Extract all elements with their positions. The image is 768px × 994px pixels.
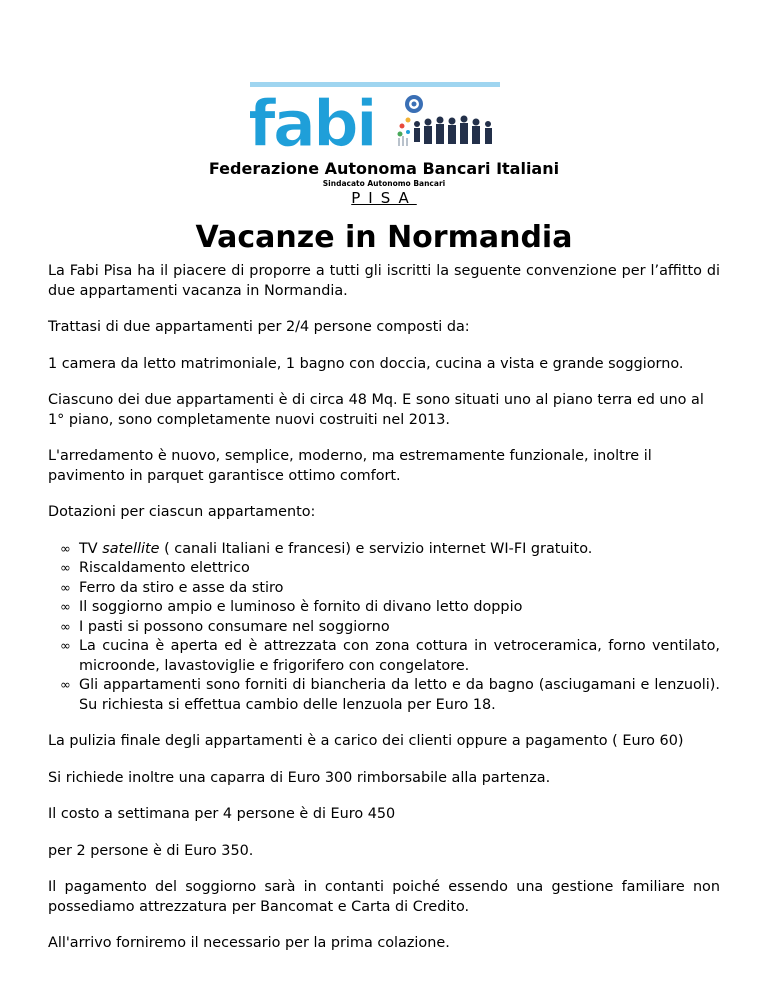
organization-name: Federazione Autonoma Bancari Italiani [208,159,560,178]
logo-wordmark: fabi [250,88,375,162]
cleaning-paragraph: La pulizia finale degli appartamenti è a carico dei clienti oppure a pagamento ( Euro 60) [48,733,684,749]
infinity-bullet-icon: ∞ [60,561,71,576]
infinity-bullet-icon: ∞ [60,541,71,557]
logo-top-bar [250,82,500,87]
list-item-text: Riscaldamento elettrico [79,560,250,576]
list-item [48,598,720,618]
list-item-text: Ferro da stiro e asse da stiro [79,579,284,596]
infinity-bullet-icon: ∞ [60,619,71,635]
page-title: Vacanze in Normandia [195,220,573,255]
fabi-logo-graphic [250,82,502,162]
tv-satellite: satellite [102,540,160,557]
list-item [48,618,720,638]
list-item [48,540,720,560]
list-item [48,579,720,599]
furnishing-paragraph: L'arredamento è nuovo, semplice, moderno, ma estremamente funzionale, inoltre il pavimento in parquet garantisce ottimo comfort. [48,448,652,484]
document-body [48,262,720,971]
people-silhouettes-icon [414,116,492,145]
equipment-list [48,540,720,716]
organization-subtitle: Sindacato Autonomo Bancari [322,179,446,188]
cost-2-paragraph: per 2 persone è di Euro 350. [48,842,254,859]
infinity-bullet-icon: ∞ [60,580,71,596]
cost-4-paragraph: Il costo a settimana per 4 persone è di Euro 450 [48,806,396,822]
deposit-paragraph: Si richiede inoltre una caparra di Euro 300 rimborsabile alla partenza. [48,769,551,786]
rooms-paragraph: 1 camera da letto matrimoniale, 1 bagno con doccia, cucina a vista e grande soggiorno. [48,355,684,372]
intro-paragraph: La Fabi Pisa ha il piacere di proporre a tutti gli iscritti la seguente convenzione per l’affitto di due appartamenti vacanza in Normandia. [48,263,720,299]
infinity-bullet-icon: ∞ [60,600,71,615]
organization-city: PISA [351,189,417,207]
infinity-bullet-icon: ∞ [60,639,71,654]
composition-paragraph: Trattasi di due appartamenti per 2/4 persone composti da: [48,319,470,335]
payment-paragraph: Il pagamento del soggiorno sarà in contanti poiché essendo una gestione familiare non possediamo attrezzatura per Bancomat e Carta di Credito. [48,879,720,915]
equipment-intro: Dotazioni per ciascun appartamento: [48,504,316,520]
fabi-logo [250,82,502,162]
list-item-text: I pasti si possono consumare nel soggiorno [79,618,390,635]
tv-prefix: TV [79,540,103,557]
list-item [48,559,720,579]
list-item-text: Gli appartamenti sono forniti di biancheria da letto e da bagno (asciugamani e lenzuoli). Su richiesta si effettua cambio delle lenzuola per Euro 18. [79,677,720,713]
list-item [48,637,720,676]
infinity-bullet-icon: ∞ [60,678,71,693]
list-item [48,676,720,715]
arrival-paragraph: All'arrivo forniremo il necessario per la prima colazione. [48,935,450,951]
size-paragraph: Ciascuno dei due appartamenti è di circa 48 Mq. E sono situati uno al piano terra ed uno al 1° piano, sono completamente nuovi costruiti nel 2013. [48,392,704,428]
list-item-text: La cucina è aperta ed è attrezzata con zona cottura in vetroceramica, forno ventilato, microonde, lavastoviglie e frigorifero con congelatore. [79,638,720,674]
tv-suffix: ( canali Italiani e francesi) e servizio internet WI-FI gratuito. [159,540,593,557]
list-item-text: Il soggiorno ampio e luminoso è fornito di divano letto doppio [79,599,523,615]
